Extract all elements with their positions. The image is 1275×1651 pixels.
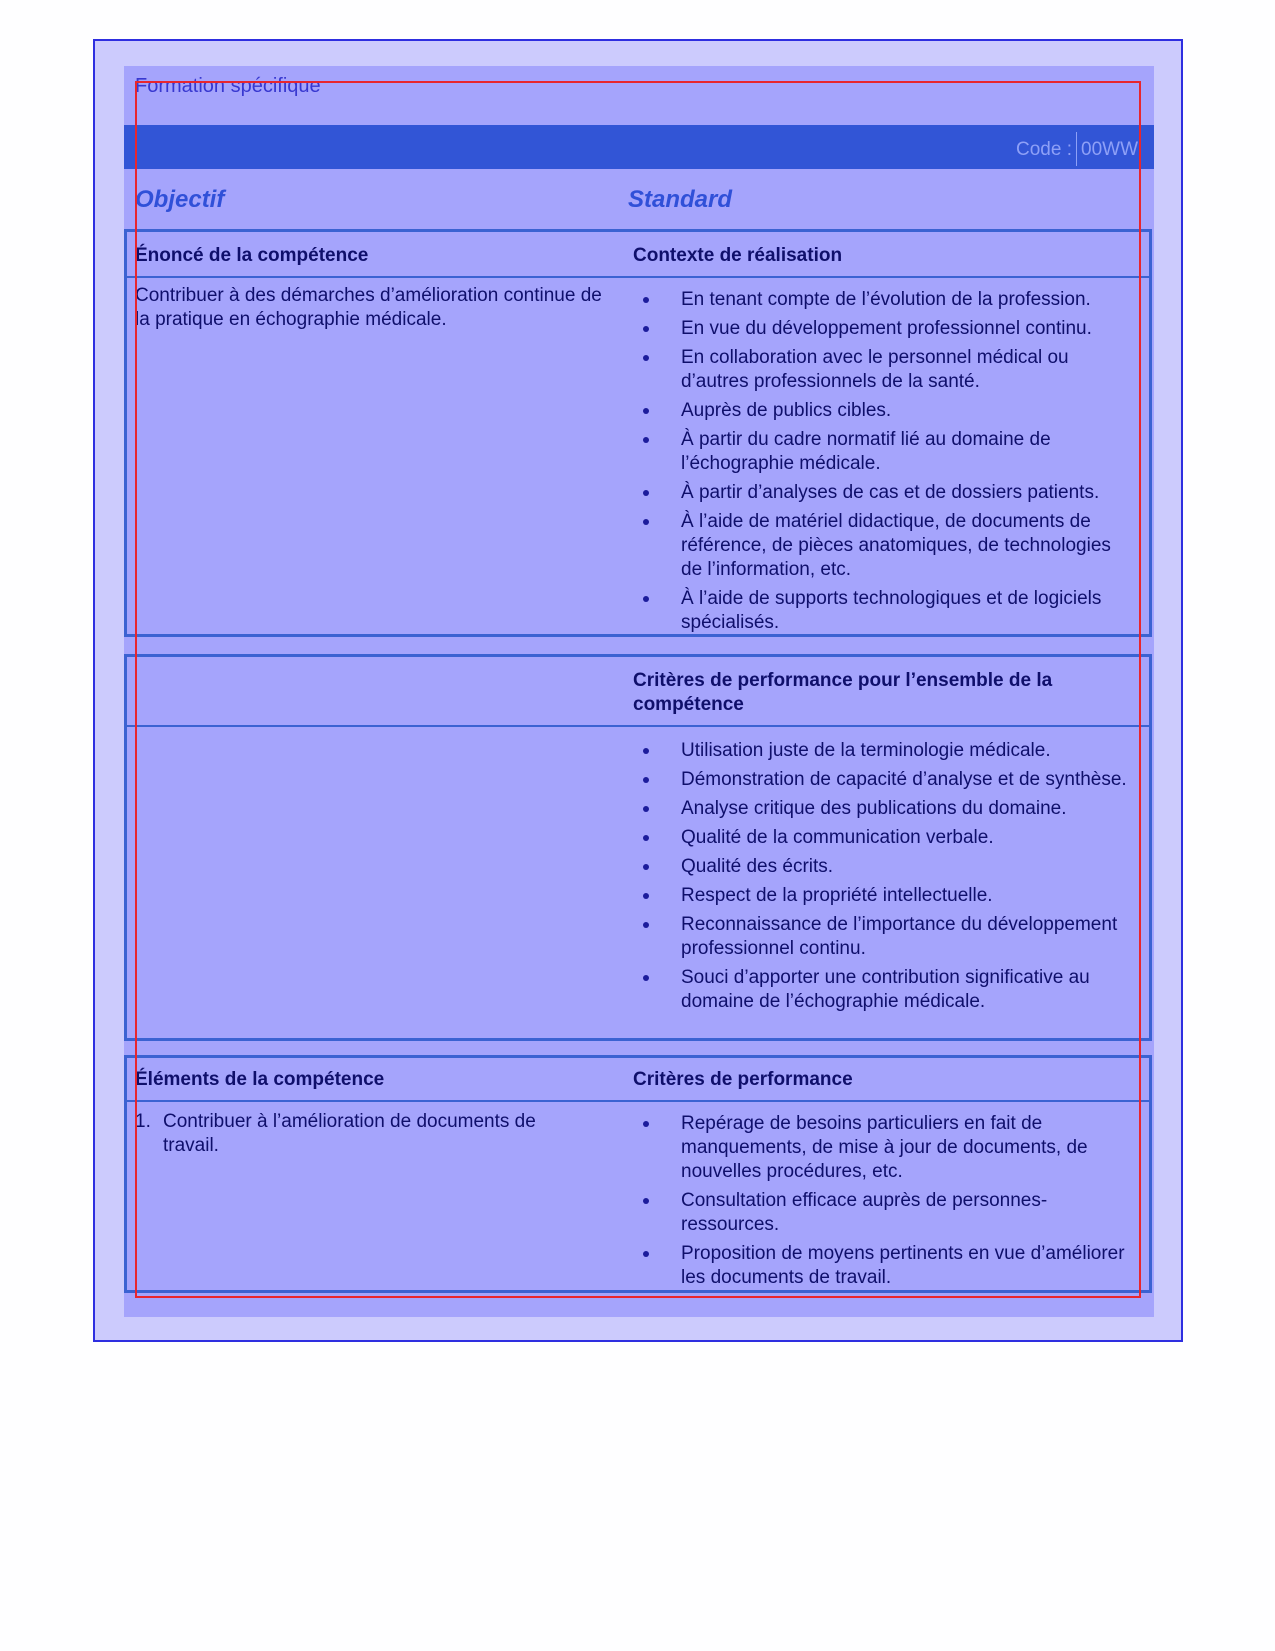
list-item: Qualité de la communication verbale. bbox=[637, 826, 1137, 850]
standard-heading: Standard bbox=[628, 186, 733, 213]
code-field bbox=[1016, 139, 1138, 166]
list-item: Qualité des écrits. bbox=[637, 855, 1137, 879]
list-item: Utilisation juste de la terminologie médicale. bbox=[637, 739, 1137, 763]
criteres-ensemble-header: Critères de performance pour l’ensemble de la compétence bbox=[633, 670, 1053, 715]
list-item: Démonstration de capacité d’analyse et de synthèse. bbox=[637, 768, 1137, 792]
list-item: Souci d’apporter une contribution significative au domaine de l’échographie médicale. bbox=[637, 966, 1137, 1014]
list-item: En collaboration avec le personnel médical ou d’autres professionnels de la santé. bbox=[637, 346, 1137, 394]
code-bar bbox=[124, 125, 1154, 169]
criteres-ensemble-header-row bbox=[127, 657, 1149, 727]
list-item: Proposition de moyens pertinents en vue d’améliorer les documents de travail. bbox=[637, 1242, 1137, 1290]
page-title: Formation spécifique bbox=[135, 75, 321, 97]
list-item: Repérage de besoins particuliers en fait de manquements, de mise à jour de documents, de nouvelles procédures, etc. bbox=[637, 1112, 1137, 1184]
list-item: Respect de la propriété intellectuelle. bbox=[637, 884, 1137, 908]
elements-criteria-list bbox=[637, 1112, 1137, 1295]
competence-table bbox=[124, 229, 1152, 637]
code-value: 00WW bbox=[1081, 139, 1138, 160]
contexte-header: Contexte de réalisation bbox=[633, 245, 843, 266]
list-item: À l’aide de supports technologiques et de logiciels spécialisés. bbox=[637, 587, 1137, 635]
list-item: À l’aide de matériel didactique, de documents de référence, de pièces anatomiques, de technologies de l’information, etc. bbox=[637, 510, 1137, 582]
enonce-header: Énoncé de la compétence bbox=[135, 245, 369, 266]
element-number: 1. bbox=[135, 1111, 151, 1132]
criteres-ensemble-table bbox=[124, 654, 1152, 1041]
list-item: Reconnaissance de l’importance du développement professionnel continu. bbox=[637, 913, 1137, 961]
criteres-ensemble-list bbox=[637, 739, 1137, 1019]
list-item: En vue du développement professionnel continu. bbox=[637, 317, 1137, 341]
list-item: Analyse critique des publications du domaine. bbox=[637, 797, 1137, 821]
list-item: À partir d’analyses de cas et de dossiers patients. bbox=[637, 481, 1137, 505]
elements-table bbox=[124, 1055, 1152, 1293]
list-item: À partir du cadre normatif lié au domaine de l’échographie médicale. bbox=[637, 428, 1137, 476]
elements-table-header bbox=[127, 1058, 1149, 1102]
elements-header: Éléments de la compétence bbox=[135, 1069, 385, 1090]
contexte-list bbox=[637, 288, 1137, 640]
code-label: Code : bbox=[1016, 139, 1072, 160]
list-item: En tenant compte de l’évolution de la profession. bbox=[637, 288, 1137, 312]
list-item: Consultation efficace auprès de personnes-ressources. bbox=[637, 1189, 1137, 1237]
list-item: Auprès de publics cibles. bbox=[637, 399, 1137, 423]
element-text: Contribuer à l’amélioration de documents de travail. bbox=[163, 1111, 536, 1156]
criteres-header: Critères de performance bbox=[633, 1069, 853, 1090]
competence-table-header bbox=[127, 232, 1149, 278]
code-divider bbox=[1076, 132, 1077, 166]
objectif-heading: Objectif bbox=[135, 186, 225, 213]
competence-statement: Contribuer à des démarches d’amélioration continue de la pratique en échographie médicale. bbox=[135, 285, 602, 330]
